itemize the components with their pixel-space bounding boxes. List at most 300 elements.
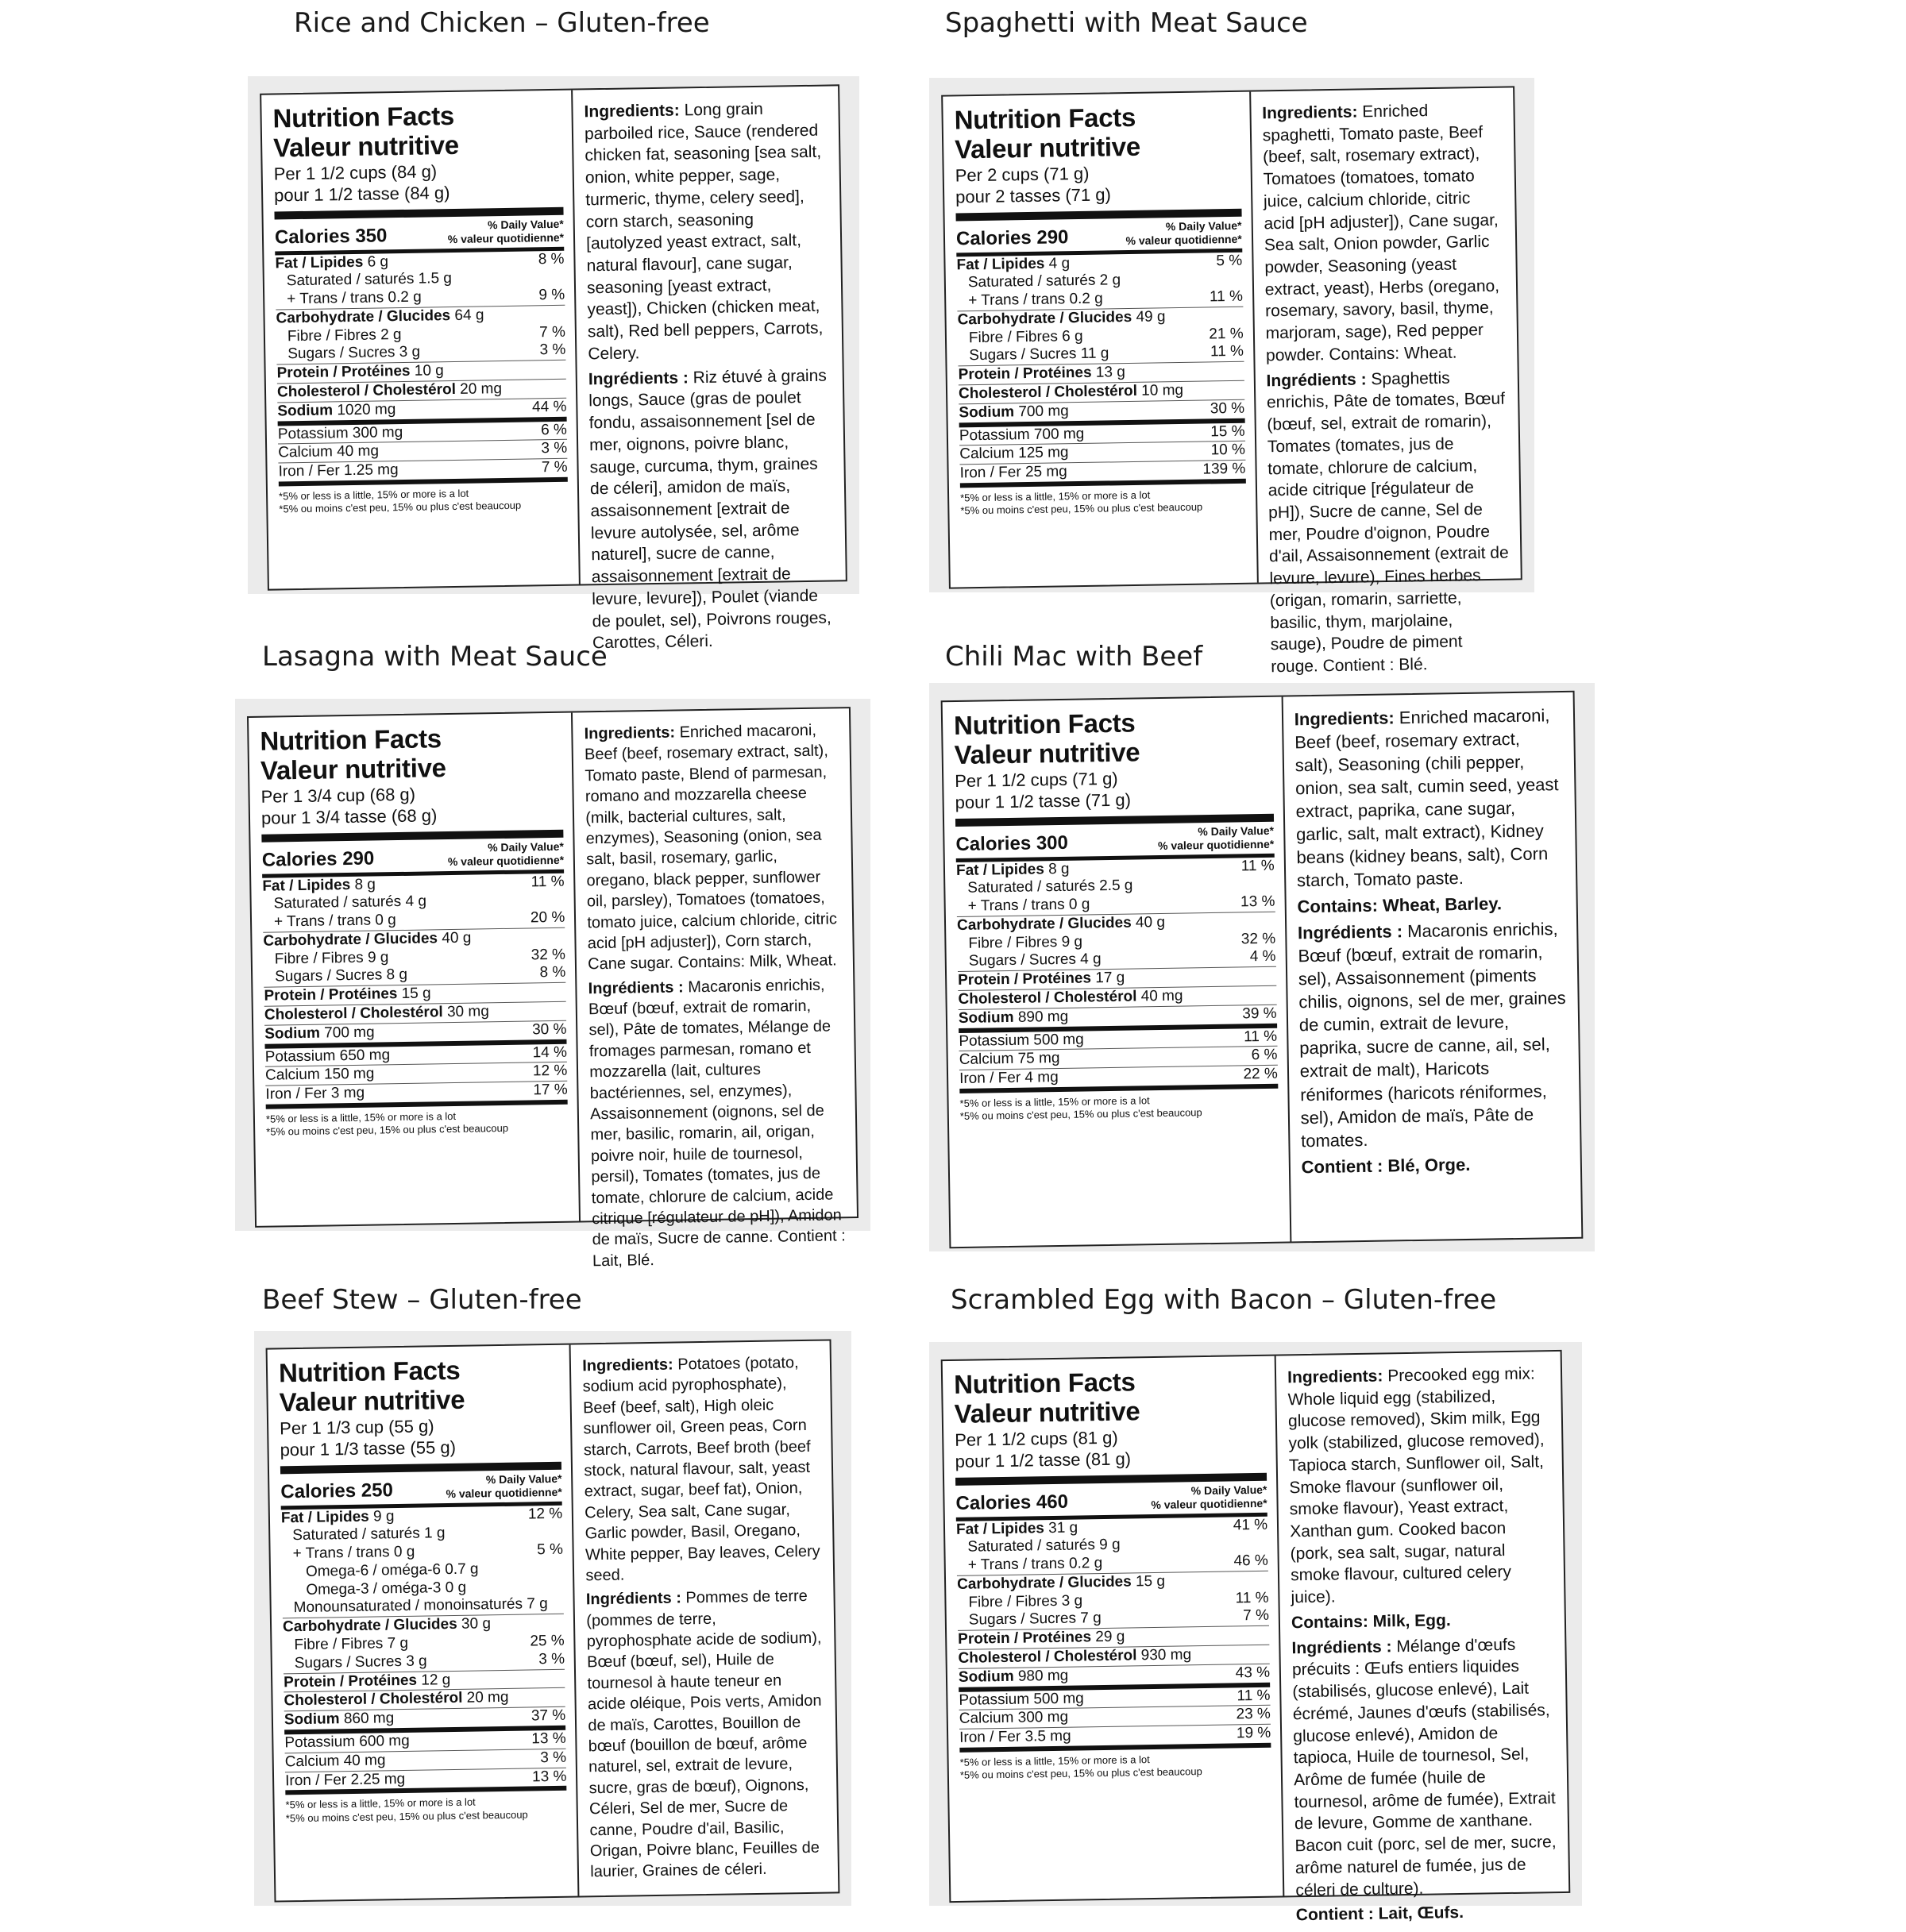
ingredients-panel — [1283, 692, 1581, 1242]
nutrient-daily-value: 41 % — [1229, 1516, 1268, 1535]
nutrient-daily-value: 21 % — [1204, 325, 1244, 344]
valeur-nutritive-title: Valeur nutritive — [279, 1384, 561, 1418]
nutrient-label — [956, 1519, 1078, 1539]
product-title: Lasagna with Meat Sauce — [262, 643, 608, 670]
calories: Calories 350 — [275, 225, 388, 249]
nutrient-label — [959, 445, 1069, 465]
calories: Calories 300 — [955, 831, 1068, 855]
serving-size-fr: pour 1 3/4 tasse (68 g) — [261, 803, 564, 829]
nutrient-name: Iron / Fer — [959, 1729, 1021, 1746]
ingredients-panel — [1251, 87, 1521, 582]
nutrient-daily-value: 11 % — [1237, 857, 1275, 876]
nutrient-daily-value: 8 % — [534, 964, 565, 982]
nutrition-facts-panel — [943, 697, 1291, 1248]
nutrient-name: Sodium — [277, 402, 333, 419]
nutrient-daily-value: 139 % — [1198, 461, 1245, 480]
nutrient-amount: 890 mg — [1018, 1008, 1069, 1026]
nutrient-daily-value: 10 % — [1206, 442, 1245, 461]
nutrient-amount: 40 g — [442, 930, 471, 947]
nutrient-label — [959, 1728, 1071, 1748]
nutrient-row — [959, 1724, 1271, 1753]
serving-size-fr: pour 1 1/2 tasse (84 g) — [274, 180, 563, 206]
nutrient-amount: 15 g — [1136, 1573, 1165, 1591]
contains-fr — [1301, 1151, 1569, 1178]
nutrition-label — [260, 84, 847, 590]
nutrient-label — [265, 1047, 391, 1066]
nutrient-name: Saturated / saturés — [967, 1537, 1095, 1556]
ingredients-en-label: Ingredients: — [1294, 708, 1395, 729]
nutrient-name: Iron / Fer — [959, 1070, 1021, 1087]
nutrient-label — [957, 272, 1121, 292]
daily-value-header-en: % Daily Value* — [1151, 1483, 1267, 1498]
footnote — [960, 488, 1246, 518]
daily-value-header-en: % Daily Value* — [447, 840, 563, 855]
ingredients-fr-label: Ingrédients : — [1298, 921, 1402, 943]
ingredients-fr-text: Spaghettis enrichis, Pâte de tomates, Bœuf (bœuf, sel, extrait de romarin), Tomates (tomates, jus de tomate, chlorure de calcium, acide citrique [régulateur de pH]), Sucre de canne, Sel de mer, Poudre d'oignon, Poudre d'ail, Assaisonnement (extrait de levure, levure), Fines herbes (origan, romarin, sarriette, basilic, thym, marjolaine, sauge), Poudre de piment rouge. Contient : Blé. — [1267, 368, 1509, 676]
nutrient-name: Fibre / Fibres — [275, 949, 364, 967]
serving-size-fr: pour 2 tasses (71 g) — [955, 182, 1241, 208]
contains-fr — [1296, 1900, 1558, 1926]
nutrient-daily-value: 6 % — [1247, 1047, 1278, 1065]
nutrient-name: Carbohydrate / Glucides — [957, 1573, 1132, 1592]
serving-size-fr: pour 1 1/3 tasse (55 g) — [280, 1435, 561, 1461]
nutrient-label — [276, 344, 420, 364]
ingredients-panel — [571, 1340, 839, 1895]
nutrient-amount: 17 g — [1095, 970, 1125, 987]
nutrient-daily-value: 30 % — [527, 1021, 567, 1040]
calories-row — [274, 207, 564, 255]
calories: Calories 460 — [955, 1490, 1068, 1514]
nutrient-amount: 0 g — [445, 1579, 466, 1595]
nutrient-label — [281, 1525, 446, 1545]
nutrient-amount: 40 mg — [337, 443, 379, 461]
ingredients-en — [584, 98, 831, 365]
nutrient-amount: 6 g — [1062, 328, 1083, 345]
nutrient-name: Saturated / saturés — [274, 893, 402, 912]
nutrient-amount: 3 g — [406, 1652, 427, 1669]
nutrient-label — [957, 1555, 1103, 1575]
nutrient-amount: 500 mg — [1033, 1031, 1084, 1048]
nutrient-daily-value: 19 % — [1232, 1725, 1271, 1744]
ingredients-fr-label: Ingrédients : — [1266, 370, 1366, 390]
nutrient-daily-value: 20 % — [526, 909, 565, 928]
nutrient-daily-value: 13 % — [527, 1730, 566, 1749]
nutrition-facts-title: Nutrition Facts — [260, 723, 562, 757]
nutrient-daily-value: 3 % — [534, 1651, 565, 1669]
nutrient-label — [263, 893, 427, 914]
nutrition-facts-title: Nutrition Facts — [954, 1366, 1266, 1400]
nutrient-amount: 12 g — [421, 1672, 450, 1689]
nutrient-amount: 600 mg — [359, 1733, 410, 1750]
nutrient-daily-value: 30 % — [1206, 400, 1245, 419]
nutrient-amount: 25 mg — [1025, 464, 1067, 481]
nutrient-label — [275, 253, 388, 273]
nutrition-label-photo — [929, 683, 1595, 1251]
nutrient-amount: 10 mg — [1141, 382, 1183, 399]
nutrition-label-photo — [235, 699, 870, 1231]
nutrient-label — [957, 896, 1090, 916]
nutrient-daily-value: 32 % — [527, 946, 566, 965]
nutrient-amount: 31 g — [1048, 1519, 1078, 1537]
nutrient-amount: 6 g — [367, 253, 388, 270]
footnote-fr: *5% ou moins c'est peu, 15% ou plus c'est beaucoup — [960, 1764, 1271, 1782]
nutrient-label — [276, 326, 402, 346]
nutrient-label — [956, 255, 1070, 275]
calories-row — [280, 1462, 562, 1510]
daily-value-header-fr: % valeur quotidienne* — [446, 1485, 561, 1500]
nutrient-name: Sugars / Sucres — [969, 951, 1076, 970]
footnote-fr: *5% ou moins c'est peu, 15% ou plus c'est beaucoup — [960, 500, 1246, 518]
nutrient-daily-value: 5 % — [532, 1541, 563, 1560]
nutrient-name: Carbohydrate / Glucides — [276, 307, 450, 326]
footnote-en: *5% or less is a little, 15% or more is a lot — [960, 488, 1246, 505]
nutrient-label — [959, 1050, 1060, 1070]
nutrient-label — [959, 1031, 1084, 1051]
product-title: Rice and Chicken – Gluten-free — [294, 10, 710, 37]
valeur-nutritive-title: Valeur nutritive — [954, 736, 1272, 770]
nutrient-amount: 0.7 g — [445, 1560, 479, 1578]
nutrient-daily-value: 15 % — [1206, 422, 1245, 442]
nutrient-amount: 0 g — [1069, 896, 1090, 912]
footnote-fr: *5% ou moins c'est peu, 15% ou plus c'est beaucoup — [960, 1105, 1279, 1124]
nutrient-row — [285, 1767, 567, 1795]
valeur-nutritive-title: Valeur nutritive — [273, 129, 563, 164]
ingredients-fr — [586, 1586, 827, 1883]
nutrient-daily-value: 39 % — [1237, 1005, 1277, 1024]
nutrient-amount: 650 mg — [340, 1047, 391, 1064]
nutrient-amount: 29 g — [1095, 1629, 1125, 1646]
footnote-fr: *5% ou moins c'est peu, 15% ou plus c'est beaucoup — [279, 499, 568, 516]
nutrient-label — [959, 364, 1125, 384]
serving-size-fr: pour 1 1/2 tasse (71 g) — [955, 787, 1273, 814]
nutrient-daily-value: 11 % — [1206, 343, 1244, 362]
nutrient-label — [265, 1066, 375, 1086]
nutrient-label — [264, 966, 407, 987]
nutrient-name: Carbohydrate / Glucides — [957, 914, 1132, 933]
nutrient-amount: 860 mg — [344, 1710, 395, 1727]
nutrient-label — [956, 860, 1070, 880]
ingredients-fr-label: Ingrédients : — [586, 1590, 681, 1609]
ingredients-en — [584, 719, 842, 975]
footnote — [285, 1795, 567, 1825]
nutrient-name: Sugars / Sucres — [287, 345, 395, 363]
nutrient-label — [956, 1537, 1121, 1557]
nutrient-name: Sodium — [959, 403, 1014, 421]
nutrient-name: + Trans / trans — [968, 291, 1065, 309]
ingredients-fr-text: Macaronis enrichis, Bœuf (bœuf, extrait de romarin, sel), Pâte de tomates, Mélange de fromages parmesan, romano et mozzarella (lait, cultures bactériennes, sel, enzymes), Assaisonnement (oignons, sel de mer, basilic, romarin, ail, origan, poivre noir, huile de tournesol, persil), Tomates (tomates, jus de tomate, chlorure de calcium, acide citrique [régulateur de pH]), Amidon de maïs, Sucre de canne. Contient : Lait, Blé. — [588, 976, 846, 1270]
nutrient-amount: 10 g — [415, 362, 444, 380]
ingredients-en — [1287, 1363, 1553, 1609]
nutrient-amount: 30 g — [461, 1616, 491, 1633]
nutrient-label — [958, 328, 1083, 348]
nutrient-name: Protein / Protéines — [264, 985, 397, 1005]
ingredients-en-text: Potatoes (potato, sodium acid pyrophosphate), Beef (beef, salt), High oleic sunflower oil, Green peas, Corn starch, Carrots, Beef broth (beef stock, natural flavour, salt, yeast extract, sugar, beef fat), Onion, Celery, Sea salt, Cane sugar, Garlic powder, Basil, Oregano, White pepper, Bay leaves, Celery seed. — [583, 1354, 820, 1584]
nutrient-amount: 7 g — [527, 1596, 548, 1613]
ingredients-en-label: Ingredients: — [582, 1356, 673, 1375]
nutrient-name: Sugars / Sucres — [295, 1653, 402, 1672]
nutrient-daily-value: 11 % — [526, 873, 564, 892]
daily-value-header — [446, 1472, 562, 1501]
serving-size-en: Per 1 1/2 cups (81 g) — [955, 1425, 1266, 1452]
nutrient-amount: 2 g — [1100, 272, 1121, 288]
nutrient-name: Fat / Lipides — [281, 1508, 369, 1526]
nutrient-name: Protein / Protéines — [959, 364, 1092, 384]
nutrient-name: Fibre / Fibres — [968, 1593, 1057, 1611]
calories-row — [955, 209, 1242, 256]
nutrient-amount: 4 g — [1048, 255, 1070, 272]
nutrient-label — [959, 426, 1085, 445]
ingredients-en — [1262, 99, 1506, 367]
serving-size-en: Per 1 3/4 cup (68 g) — [260, 781, 563, 808]
nutrient-name: Carbohydrate / Glucides — [283, 1616, 457, 1635]
nutrient-amount: 20 mg — [460, 380, 502, 398]
nutrient-amount: 300 mg — [353, 424, 403, 442]
product-title: Chili Mac with Beef — [945, 643, 1202, 670]
footnote — [959, 1093, 1278, 1124]
footnote — [266, 1109, 569, 1139]
calories-row — [955, 814, 1275, 862]
nutrient-name: Calcium — [959, 1051, 1014, 1068]
nutrient-name: Sodium — [959, 1668, 1014, 1686]
nutrient-amount: 2.25 mg — [350, 1771, 405, 1788]
nutrient-name: Cholesterol / Cholestérol — [277, 381, 456, 401]
nutrient-name: Monounsaturated / monoinsaturés — [294, 1596, 523, 1617]
nutrient-amount: 8 g — [1048, 860, 1070, 877]
nutrient-amount: 980 mg — [1018, 1668, 1069, 1685]
daily-value-header — [1125, 219, 1242, 248]
nutrition-facts-panel — [261, 91, 581, 589]
nutrient-amount: 500 mg — [1033, 1690, 1084, 1707]
nutrition-facts-title: Nutrition Facts — [272, 100, 562, 134]
nutrient-name: Carbohydrate / Glucides — [263, 930, 438, 949]
calories-row — [955, 1473, 1267, 1521]
contains-en — [1297, 891, 1565, 918]
nutrient-amount: 9 g — [373, 1508, 395, 1525]
serving-size-en: Per 1 1/3 cup (55 g) — [280, 1413, 561, 1440]
nutrient-name: Calcium — [265, 1066, 320, 1084]
daily-value-header — [1158, 824, 1275, 853]
nutrient-label — [957, 1592, 1082, 1612]
nutrient-label — [283, 1635, 408, 1655]
calories-row — [261, 830, 564, 878]
nutrient-label — [264, 1024, 375, 1043]
nutrient-label — [277, 401, 395, 421]
ingredients-fr-label: Ingrédients : — [1291, 1637, 1391, 1657]
nutrient-label — [285, 1752, 386, 1772]
nutrient-name: Saturated / saturés — [967, 878, 1095, 897]
nutrition-label-photo — [248, 76, 859, 594]
nutrient-label — [959, 1709, 1069, 1729]
nutrient-name: Iron / Fer — [285, 1772, 346, 1789]
nutrient-amount: 30 mg — [447, 1003, 489, 1020]
nutrient-amount: 8 g — [354, 876, 376, 893]
nutrient-daily-value: 11 % — [1239, 1028, 1277, 1047]
ingredients-fr — [1266, 366, 1511, 678]
nutrient-amount: 0.2 g — [1069, 1555, 1103, 1572]
nutrient-row — [959, 1065, 1278, 1093]
nutrient-name: Sodium — [264, 1024, 320, 1042]
nutrient-name: Saturated / saturés — [287, 271, 415, 290]
nutrient-name: Fat / Lipides — [956, 861, 1044, 879]
nutrient-amount: 4 g — [405, 893, 426, 910]
nutrition-label — [266, 1339, 840, 1902]
nutrient-label — [958, 1629, 1125, 1649]
nutrient-amount: 3 g — [399, 344, 421, 361]
nutrient-label — [958, 1610, 1102, 1631]
nutrient-amount: 300 mg — [1018, 1709, 1069, 1726]
footnote-fr: *5% ou moins c'est peu, 15% ou plus c'est beaucoup — [266, 1121, 568, 1139]
nutrient-daily-value: 9 % — [534, 287, 565, 305]
nutrient-label — [958, 951, 1102, 972]
nutrient-label — [959, 1690, 1084, 1710]
nutrition-facts-panel — [943, 92, 1258, 588]
nutrient-label — [265, 1085, 365, 1105]
nutrient-label — [262, 876, 376, 896]
nutrient-amount: 40 mg — [343, 1752, 385, 1769]
nutrient-daily-value: 11 % — [1205, 288, 1243, 307]
nutrient-label — [958, 970, 1125, 990]
nutrient-amount: 40 mg — [1141, 988, 1183, 1005]
nutrition-facts-panel — [249, 713, 581, 1226]
ingredients-fr-text: Pommes de terre (pommes de terre, pyrophosphate acide de sodium), Bœuf (bœuf, sel), Huile de tournesol à haute teneur en acide oléique, Pois verts, Amidon de maïs, Carottes, Bouillon de bœuf (bouillon de bœuf, arôme naturel, sel, extrait de levure, sucre, gras de bœuf), Oignons, Céleri, Sel de mer, Sucre de canne, Poudre d'ail, Basilic, Origan, Poivre blanc, Feuilles de laurier, Graines de céleri. — [586, 1587, 822, 1880]
nutrient-row — [959, 460, 1245, 488]
contains-fr-text: Contient : Blé, Orge. — [1301, 1155, 1470, 1177]
nutrient-daily-value: 23 % — [1231, 1706, 1271, 1725]
nutrient-name: Potassium — [284, 1733, 355, 1751]
nutrient-name: Fibre / Fibres — [294, 1635, 383, 1653]
footnote-en: *5% or less is a little, 15% or more is a lot — [279, 486, 568, 503]
nutrient-amount: 0.2 g — [1069, 291, 1103, 308]
nutrient-label — [959, 403, 1069, 422]
nutrient-daily-value: 12 % — [528, 1062, 568, 1082]
nutrition-label-photo — [929, 78, 1534, 592]
nutrient-amount: 75 mg — [1017, 1050, 1059, 1067]
nutrient-daily-value: 5 % — [1211, 252, 1242, 270]
nutrient-daily-value: 43 % — [1231, 1664, 1271, 1683]
daily-value-header-fr: % valeur quotidienne* — [1125, 232, 1241, 247]
nutrient-daily-value: 12 % — [523, 1505, 563, 1524]
footnote-fr: *5% ou moins c'est peu, 15% ou plus c'est beaucoup — [286, 1807, 568, 1825]
nutrient-label — [264, 949, 389, 969]
nutrient-daily-value: 17 % — [528, 1082, 568, 1101]
daily-value-header-en: % Daily Value* — [1125, 219, 1241, 234]
nutrient-name: + Trans / trans — [968, 897, 1065, 915]
nutrient-amount: 20 mg — [467, 1689, 509, 1706]
nutrient-amount: 930 mg — [1141, 1646, 1192, 1664]
footnote-en: *5% or less is a little, 15% or more is a lot — [959, 1093, 1278, 1111]
ingredients-fr-label: Ingrédients : — [588, 978, 683, 997]
ingredients-fr — [588, 974, 847, 1271]
nutrient-daily-value: 8 % — [534, 250, 565, 268]
ingredients-fr-text: Macaronis enrichis, Bœuf (bœuf, extrait de romarin, sel), Assaisonnement (piments chilis, oignons, sel de mer, graines de cumin, extrait de levure, paprika, sucre de canne, ail, sel, extrait de malt), Haricots réniformes (haricots réniformes, sel), Amidon de maïs, Pâte de tomates. — [1298, 919, 1566, 1150]
nutrient-amount: 1 g — [424, 1525, 446, 1541]
valeur-nutritive-title: Valeur nutritive — [955, 131, 1240, 165]
serving-size-en: Per 1 1/2 cups (71 g) — [955, 765, 1273, 792]
ingredients-en-text: Precooked egg mix: Whole liquid egg (stabilized, glucose removed), Skim milk, Egg yolk (stabilized, glucose removed), Tapioca starch, Sunflower oil, Salt, Smoke flavour (sunflower oil, smoke flavour), Yeast extract, Xanthan gum. Cooked bacon (pork, sea salt, sugar, natural smoke flavour, cultured celery juice). — [1287, 1364, 1544, 1606]
nutrition-facts-title: Nutrition Facts — [954, 102, 1240, 136]
nutrient-name: Omega-6 / oméga-6 — [306, 1561, 441, 1580]
nutrient-label — [276, 289, 422, 310]
nutrient-name: Fat / Lipides — [275, 253, 363, 272]
nutrient-name: Iron / Fer — [265, 1086, 326, 1103]
ingredients-panel — [573, 86, 846, 584]
nutrient-name: Fat / Lipides — [262, 876, 350, 894]
footnote — [960, 1752, 1272, 1783]
nutrient-amount: 0 g — [394, 1544, 415, 1560]
nutrient-label — [959, 1069, 1059, 1089]
nutrient-label — [957, 291, 1103, 311]
nutrient-amount: 150 mg — [324, 1066, 375, 1083]
nutrient-name: Potassium — [265, 1047, 336, 1065]
ingredients-en-label: Ingredients: — [584, 724, 675, 743]
nutrient-amount: 13 g — [1096, 364, 1125, 381]
ingredients-en-label: Ingredients: — [1262, 102, 1358, 122]
nutrition-label-photo — [929, 1342, 1582, 1906]
nutrition-facts-panel — [268, 1345, 580, 1901]
ingredients-fr — [1291, 1633, 1557, 1902]
ingredients-en-label: Ingredients: — [584, 101, 680, 121]
ingredients-fr-label: Ingrédients : — [588, 368, 689, 388]
nutrient-label — [281, 1544, 415, 1564]
nutrient-amount: 9 g — [368, 949, 389, 966]
nutrition-label — [941, 86, 1522, 588]
nutrient-amount: 3 g — [1062, 1592, 1083, 1609]
product-title: Beef Stew – Gluten-free — [262, 1286, 582, 1313]
nutrient-name: Fibre / Fibres — [969, 328, 1058, 346]
nutrient-daily-value: 7 % — [537, 459, 568, 477]
footnote-en: *5% or less is a little, 15% or more is a lot — [960, 1752, 1271, 1769]
nutrient-amount: 700 mg — [1034, 426, 1085, 443]
nutrient-name: Protein / Protéines — [277, 363, 411, 382]
nutrient-name: Protein / Protéines — [958, 970, 1091, 989]
nutrient-name: Protein / Protéines — [958, 1629, 1091, 1649]
nutrient-name: Calcium — [278, 444, 333, 461]
product-title: Scrambled Egg with Bacon – Gluten-free — [951, 1286, 1496, 1313]
nutrient-name: Sodium — [284, 1710, 340, 1728]
nutrient-name: Potassium — [278, 425, 349, 442]
nutrient-daily-value: 6 % — [536, 421, 567, 439]
nutrient-label — [285, 1771, 405, 1791]
ingredients-en-text: Enriched macaroni, Beef (beef, rosemary extract, salt), Seasoning (chili pepper, onion, sea salt, cumin seed, yeast extract, paprika, cane sugar, garlic, salt, malt extract), Kidney beans (kidney beans, salt), Corn starch, Tomato paste. — [1294, 705, 1559, 890]
ingredients-en — [1294, 704, 1565, 893]
nutrition-facts-title: Nutrition Facts — [954, 707, 1272, 741]
nutrient-amount: 2.5 g — [1099, 877, 1133, 895]
ingredients-panel — [573, 708, 857, 1221]
nutrient-name: Iron / Fer — [959, 464, 1021, 481]
nutrient-name: Fat / Lipides — [956, 1520, 1044, 1538]
nutrient-amount: 64 g — [454, 307, 484, 324]
nutrient-amount: 7 g — [387, 1635, 408, 1652]
nutrient-label — [264, 985, 430, 1006]
nutrient-name: Cholesterol / Cholestérol — [959, 383, 1137, 403]
valeur-nutritive-title: Valeur nutritive — [260, 752, 563, 786]
nutrient-name: Calcium — [285, 1753, 340, 1770]
nutrient-daily-value: 14 % — [527, 1043, 567, 1062]
nutrient-label — [957, 933, 1082, 953]
nutrient-name: Carbohydrate / Glucides — [957, 309, 1132, 328]
nutrient-label — [278, 443, 379, 463]
nutrient-name: Cholesterol / Cholestérol — [958, 1647, 1136, 1667]
daily-value-header-en: % Daily Value* — [1158, 824, 1274, 839]
ingredients-fr — [1298, 917, 1569, 1152]
nutrient-daily-value: 7 % — [1238, 1607, 1269, 1625]
calories: Calories 290 — [956, 226, 1069, 250]
nutrient-name: + Trans / trans — [292, 1544, 389, 1562]
calories: Calories 250 — [280, 1479, 393, 1503]
nutrient-daily-value: 3 % — [534, 341, 565, 360]
contains-en — [1291, 1608, 1553, 1634]
ingredients-en-text: Enriched macaroni, Beef (beef, rosemary extract, salt), Tomato paste, Blend of parmesan, romano and mozzarella cheese (milk, bacterial cultures, salt, enzymes), Seasoning (onion, sea salt, basil, rosemary, garlic, oregano, black pepper, sunflower oil, parsley), Tomatoes (tomatoes, tomato juice, calcium chloride, citric acid [pH adjuster]), Corn starch, Cane sugar. Contains: Milk, Wheat. — [585, 722, 837, 974]
